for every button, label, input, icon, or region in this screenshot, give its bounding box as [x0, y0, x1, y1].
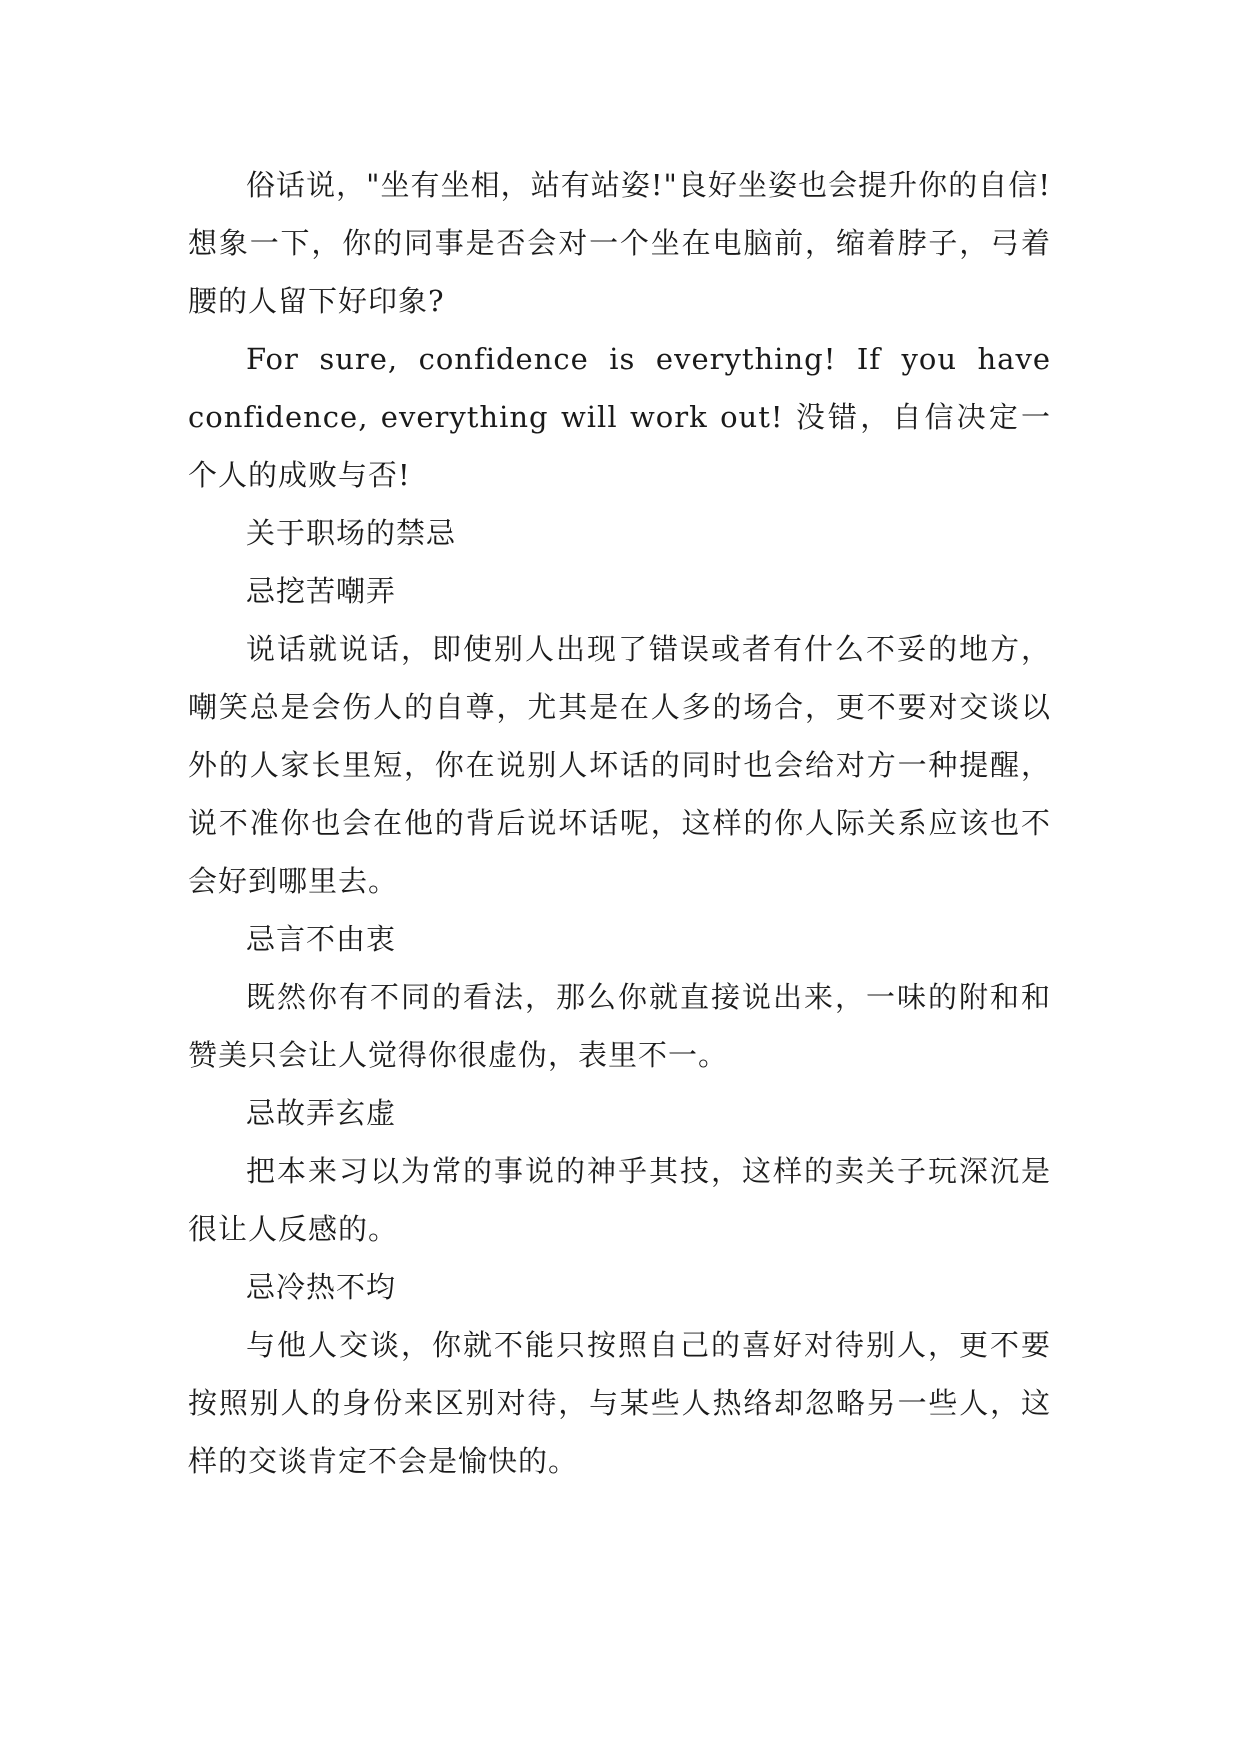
- paragraph-confidence: For sure, confidence is everything! If you have confidence, everything will work out! 没错，自信决定一个人的成败与否!: [188, 342, 1051, 492]
- subheading-mystification: 忌故弄玄虚: [246, 1096, 397, 1130]
- subheading-uneven-treatment: 忌冷热不均: [246, 1270, 397, 1304]
- subheading-insincerity: 忌言不由衷: [246, 922, 397, 956]
- paragraph-mystification: 把本来习以为常的事说的神乎其技，这样的卖关子玩深沉是很让人反感的。: [188, 1154, 1051, 1246]
- subheading-mockery: 忌挖苦嘲弄: [246, 574, 397, 608]
- section-heading-workplace-taboos: 关于职场的禁忌: [246, 516, 457, 550]
- paragraph-posture: 俗话说，"坐有坐相，站有站姿!"良好坐姿也会提升你的自信!想象一下，你的同事是否会对一个坐在电脑前，缩着脖子，弓着腰的人留下好印象?: [188, 168, 1051, 318]
- paragraph-uneven-treatment: 与他人交谈，你就不能只按照自己的喜好对待别人，更不要按照别人的身份来区别对待，与某些人热络却忽略另一些人，这样的交谈肯定不会是愉快的。: [188, 1328, 1051, 1478]
- paragraph-mockery: 说话就说话，即使别人出现了错误或者有什么不妥的地方，嘲笑总是会伤人的自尊，尤其是在人多的场合，更不要对交谈以外的人家长里短，你在说别人坏话的同时也会给对方一种提醒，说不准你也会在他的背后说坏话呢，这样的你人际关系应该也不会好到哪里去。: [188, 632, 1051, 898]
- paragraph-insincerity: 既然你有不同的看法，那么你就直接说出来，一味的附和和赞美只会让人觉得你很虚伪，表里不一。: [188, 980, 1051, 1072]
- document-page: [188, 156, 1051, 1490]
